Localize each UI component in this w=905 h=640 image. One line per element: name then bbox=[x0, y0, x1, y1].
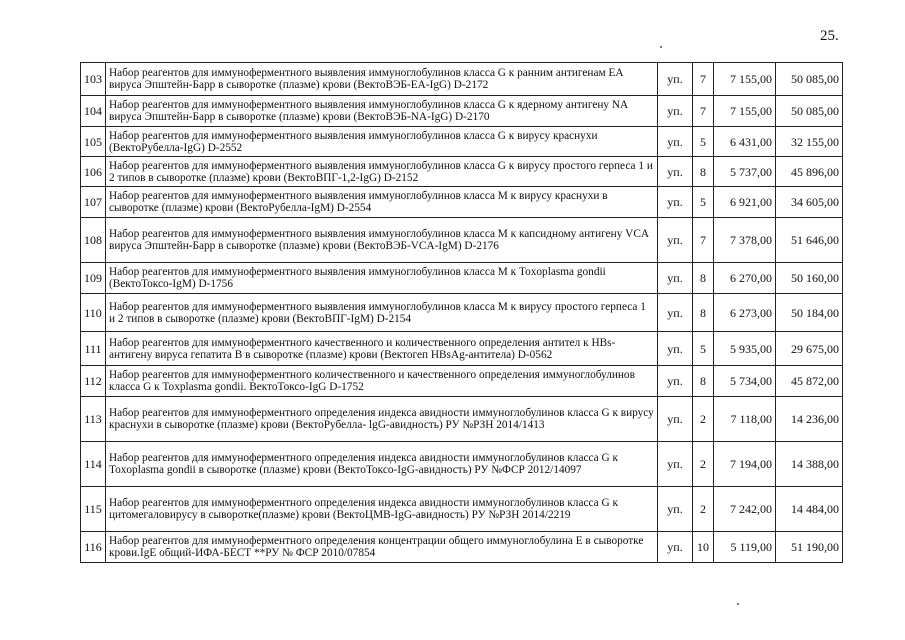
item-quantity: 2 bbox=[693, 442, 714, 487]
row-number: 114 bbox=[81, 442, 106, 487]
item-quantity: 5 bbox=[693, 332, 714, 366]
table-row bbox=[81, 127, 843, 157]
item-quantity: 10 bbox=[693, 532, 714, 563]
row-number: 109 bbox=[81, 263, 106, 294]
item-description: Набор реагентов для иммуноферментного выявления иммуноглобулинов класса М к Toxoplasma gondii (ВектоТоксо-IgM) D-1756 bbox=[106, 263, 658, 294]
table-row bbox=[81, 218, 843, 263]
item-unit: уп. bbox=[658, 487, 693, 532]
item-unit: уп. bbox=[658, 96, 693, 127]
item-price: 7 242,00 bbox=[714, 487, 776, 532]
row-number: 116 bbox=[81, 532, 106, 563]
items-table bbox=[80, 62, 843, 563]
item-description: Набор реагентов для иммуноферментного определения индекса авидности иммуноглобулинов класса G к Toxoplasma gondii в сыворотке (плазме) крови (ВектоТоксо-IgG-авидность) РУ №ФСР 2012/14097 bbox=[106, 442, 658, 487]
table-row bbox=[81, 487, 843, 532]
item-price: 5 734,00 bbox=[714, 366, 776, 397]
item-quantity: 8 bbox=[693, 157, 714, 187]
item-unit: уп. bbox=[658, 63, 693, 96]
row-number: 105 bbox=[81, 127, 106, 157]
item-description: Набор реагентов для иммуноферментного выявления иммуноглобулинов класса М к вирусу краснухи в сыворотке (плазме) крови (ВектоРубелла-IgM) D-2554 bbox=[106, 187, 658, 218]
table-row bbox=[81, 63, 843, 96]
item-price: 5 935,00 bbox=[714, 332, 776, 366]
item-unit: уп. bbox=[658, 397, 693, 442]
item-price: 6 270,00 bbox=[714, 263, 776, 294]
item-price: 7 194,00 bbox=[714, 442, 776, 487]
item-total: 50 184,00 bbox=[776, 294, 843, 332]
item-unit: уп. bbox=[658, 442, 693, 487]
table-row bbox=[81, 263, 843, 294]
item-quantity: 2 bbox=[693, 397, 714, 442]
items-table-body bbox=[81, 63, 843, 563]
table-row bbox=[81, 187, 843, 218]
table-row bbox=[81, 96, 843, 127]
table-row bbox=[81, 157, 843, 187]
page-number: 25. bbox=[820, 28, 839, 44]
item-price: 6 431,00 bbox=[714, 127, 776, 157]
row-number: 107 bbox=[81, 187, 106, 218]
item-total: 50 160,00 bbox=[776, 263, 843, 294]
scan-speck bbox=[737, 603, 739, 605]
item-total: 29 675,00 bbox=[776, 332, 843, 366]
item-total: 14 236,00 bbox=[776, 397, 843, 442]
item-quantity: 8 bbox=[693, 263, 714, 294]
row-number: 111 bbox=[81, 332, 106, 366]
item-price: 5 119,00 bbox=[714, 532, 776, 563]
item-quantity: 8 bbox=[693, 294, 714, 332]
table-row bbox=[81, 294, 843, 332]
item-description: Набор реагентов для иммуноферментного выявления иммуноглобулинов класса М к вирусу простого герпеса 1 и 2 типов в сыворотке (плазме) крови (ВектоВПГ-IgM) D-2154 bbox=[106, 294, 658, 332]
item-quantity: 2 bbox=[693, 487, 714, 532]
item-description: Набор реагентов для иммуноферментного выявления иммуноглобулинов класса G к ранним антигенам ЕА вируса Эпштейн-Барр в сыворотке (плазме) крови (ВектоВЭБ-ЕА-IgG) D-2172 bbox=[106, 63, 658, 96]
item-description: Набор реагентов для иммуноферментного выявления иммуноглобулинов класса G к вирусу простого герпеса 1 и 2 типов в сыворотке (плазме) крови (ВектоВПГ-1,2-IgG) D-2152 bbox=[106, 157, 658, 187]
item-total: 50 085,00 bbox=[776, 63, 843, 96]
row-number: 115 bbox=[81, 487, 106, 532]
item-unit: уп. bbox=[658, 187, 693, 218]
item-description: Набор реагентов для иммуноферментного определения индекса авидности иммуноглобулинов класса G к цитомегаловирусу в сыворотке(плазме) крови (ВектоЦМВ-IgG-авидность) РУ №РЗН 2014/2219 bbox=[106, 487, 658, 532]
item-total: 32 155,00 bbox=[776, 127, 843, 157]
item-price: 7 378,00 bbox=[714, 218, 776, 263]
item-price: 6 273,00 bbox=[714, 294, 776, 332]
item-price: 7 155,00 bbox=[714, 63, 776, 96]
row-number: 103 bbox=[81, 63, 106, 96]
item-unit: уп. bbox=[658, 332, 693, 366]
item-price: 6 921,00 bbox=[714, 187, 776, 218]
item-description: Набор реагентов для иммуноферментного качественного и количественного определения антител к HBs-антигену вируса гепатита В в сыворотке (плазме) крови (Вектогеп HBsAg-антитела) D-0562 bbox=[106, 332, 658, 366]
item-quantity: 5 bbox=[693, 127, 714, 157]
item-total: 50 085,00 bbox=[776, 96, 843, 127]
item-price: 5 737,00 bbox=[714, 157, 776, 187]
item-total: 51 646,00 bbox=[776, 218, 843, 263]
row-number: 113 bbox=[81, 397, 106, 442]
table-row bbox=[81, 366, 843, 397]
item-price: 7 155,00 bbox=[714, 96, 776, 127]
item-quantity: 8 bbox=[693, 366, 714, 397]
table-row bbox=[81, 442, 843, 487]
item-total: 14 388,00 bbox=[776, 442, 843, 487]
table-row bbox=[81, 532, 843, 563]
row-number: 104 bbox=[81, 96, 106, 127]
item-total: 51 190,00 bbox=[776, 532, 843, 563]
item-unit: уп. bbox=[658, 294, 693, 332]
item-description: Набор реагентов для иммуноферментного выявления иммуноглобулинов класса G к ядерному антигену NA вируса Эпштейн-Барр в сыворотке (плазме) крови (ВектоВЭБ-NA-IgG) D-2170 bbox=[106, 96, 658, 127]
item-unit: уп. bbox=[658, 263, 693, 294]
item-total: 45 896,00 bbox=[776, 157, 843, 187]
item-unit: уп. bbox=[658, 532, 693, 563]
item-description: Набор реагентов для иммуноферментного выявления иммуноглобулинов класса М к капсидному антигену VCA вируса Эпштейн-Барр в сыворотке (плазме) крови (ВектоВЭБ-VCA-IgM) D-2176 bbox=[106, 218, 658, 263]
row-number: 106 bbox=[81, 157, 106, 187]
item-quantity: 7 bbox=[693, 218, 714, 263]
item-quantity: 7 bbox=[693, 63, 714, 96]
item-unit: уп. bbox=[658, 127, 693, 157]
item-description: Набор реагентов для иммуноферментного выявления иммуноглобулинов класса G к вирусу краснухи (ВектоРубелла-IgG) D-2552 bbox=[106, 127, 658, 157]
item-price: 7 118,00 bbox=[714, 397, 776, 442]
row-number: 110 bbox=[81, 294, 106, 332]
scan-speck bbox=[660, 46, 662, 48]
item-description: Набор реагентов для иммуноферментного определения концентрации общего иммуноглобулина Е в сыворотке крови.IgE общий-ИФА-БЕСТ **РУ № ФСР 2010/07854 bbox=[106, 532, 658, 563]
item-total: 34 605,00 bbox=[776, 187, 843, 218]
item-unit: уп. bbox=[658, 157, 693, 187]
item-unit: уп. bbox=[658, 366, 693, 397]
item-unit: уп. bbox=[658, 218, 693, 263]
item-description: Набор реагентов для иммуноферментного определения индекса авидности иммуноглобулинов класса G к вирусу краснухи в сыворотке (плазме) крови (ВектоРубелла- lgG-авидность) РУ №РЗН 2014/1413 bbox=[106, 397, 658, 442]
item-quantity: 5 bbox=[693, 187, 714, 218]
row-number: 112 bbox=[81, 366, 106, 397]
table-row bbox=[81, 332, 843, 366]
item-description: Набор реагентов для иммуноферментного количественного и качественного определения иммуноглобулинов класса G к Toxplasma gondii. ВектоТоксо-IgG D-1752 bbox=[106, 366, 658, 397]
item-total: 45 872,00 bbox=[776, 366, 843, 397]
item-total: 14 484,00 bbox=[776, 487, 843, 532]
row-number: 108 bbox=[81, 218, 106, 263]
item-quantity: 7 bbox=[693, 96, 714, 127]
table-row bbox=[81, 397, 843, 442]
